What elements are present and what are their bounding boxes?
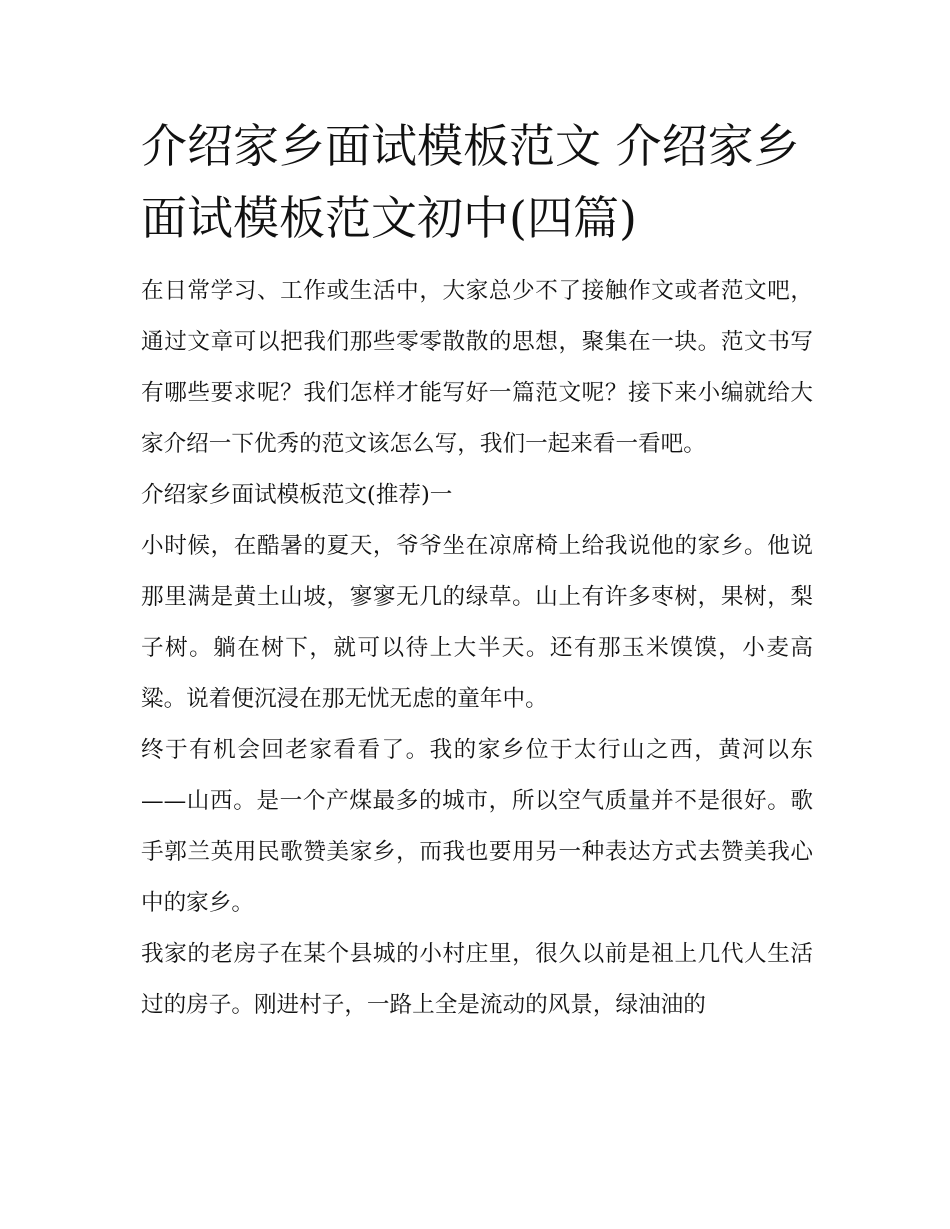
intro-paragraph: 在日常学习、工作或生活中，大家总少不了接触作文或者范文吧，通过文章可以把我们那些零零散散的思想，聚集在一块。范文书写有哪些要求呢？我们怎样才能写好一篇范文呢？接下来小编就给大家介绍一下优秀的范文该怎么写，我们一起来看一看吧。 — [141, 278, 813, 457]
body-paragraph: 我家的老房子在某个县城的小村庄里，很久以前是祖上几代人生活过的房子。刚进村子，一路上全是流动的风景，绿油油的 — [141, 941, 813, 1018]
document-content — [141, 110, 813, 1031]
document-body — [141, 266, 813, 1031]
section-heading: 介绍家乡面试模板范文(推荐)一 — [141, 482, 453, 508]
document-title: 介绍家乡面试模板范文 介绍家乡面试模板范文初中(四篇) — [141, 119, 800, 245]
body-paragraph: 小时候，在酷暑的夏天，爷爷坐在凉席椅上给我说他的家乡。他说那里满是黄土山坡，寥寥无几的绿草。山上有许多枣树，果树，梨子树。躺在树下，就可以待上大半天。还有那玉米馍馍，小麦高粱。说着便沉浸在那无忧无虑的童年中。 — [141, 533, 813, 712]
body-paragraph: 终于有机会回老家看看了。我的家乡位于太行山之西，黄河以东——山西。是一个产煤最多的城市，所以空气质量并不是很好。歌手郭兰英用民歌赞美家乡，而我也要用另一种表达方式去赞美我心中的家乡。 — [141, 737, 813, 916]
